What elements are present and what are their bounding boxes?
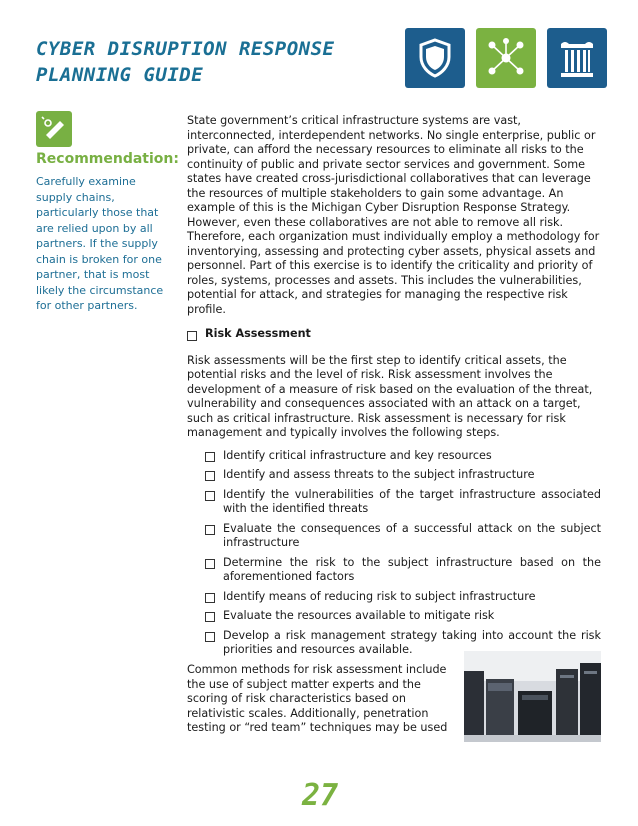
recommendation-text: Carefully examine supply chains, particularly those that are relied upon by all partners. If the supply chain is broken for one partner, that is most likely the circumstance for other partners. (36, 175, 164, 312)
list-item: Identify means of reducing risk to subject infrastructure (205, 590, 601, 605)
recommendation-icon (36, 111, 72, 147)
section-heading (187, 327, 601, 342)
list-item: Evaluate the resources available to mitigate risk (205, 609, 601, 624)
section-paragraph: Risk assessments will be the first step to identify critical assets, the potential risks and the level of risk. Risk assessment involves the development of a measure of risk based on the evaluation of the threat, vulnerability and consequences associated with an attack on a target, such as critical infrastructure. Risk assessment is necessary for risk management and typically involves the following steps. (187, 353, 593, 439)
checkbox-icon (205, 452, 215, 462)
steps-list (205, 449, 601, 658)
checkbox-icon (205, 491, 215, 501)
checkbox-icon (205, 632, 215, 642)
title-line-1: CYBER DISRUPTION RESPONSE (36, 38, 335, 60)
checkbox-icon (205, 559, 215, 569)
checkbox-icon (205, 471, 215, 481)
page-number: 27 (301, 778, 339, 813)
checkbox-icon (205, 612, 215, 622)
list-item: Identify the vulnerabilities of the target infrastructure associated with the identified threats (205, 488, 601, 517)
list-item: Develop a risk management strategy taking into account the risk priorities and resources available. (205, 629, 601, 658)
document-title (36, 36, 366, 88)
section-title: Risk Assessment (205, 327, 311, 340)
checkbox-icon (205, 525, 215, 535)
closing-paragraph: Common methods for risk assessment include the use of subject matter experts and the scoring of risk characteristics based on relativistic scales. Additionally, penetration testing or “red team” techniques may be used (187, 663, 448, 734)
list-item: Identify critical infrastructure and key resources (205, 449, 601, 464)
list-item: Determine the risk to the subject infrastructure based on the aforementioned factors (205, 556, 601, 585)
recommendation-title: Recommendation: (36, 151, 179, 167)
shield-icon (405, 28, 465, 88)
list-item: Identify and assess threats to the subject infrastructure (205, 468, 601, 483)
checkbox-icon (187, 331, 197, 341)
column-icon (547, 28, 607, 88)
network-icon (476, 28, 536, 88)
list-item: Evaluate the consequences of a successful attack on the subject infrastructure (205, 522, 601, 551)
server-room-photo (464, 651, 601, 742)
header-icons (405, 28, 607, 88)
title-line-2: PLANNING GUIDE (36, 64, 204, 86)
intro-paragraph: State government’s critical infrastructure systems are vast, interconnected, interdependent networks. No single enterprise, public or private, can afford the necessary resources to eliminate all risks to the continuity of public and private sector services and government. Some states have created cross-jurisdictional collaboratives that can leverage the resources of multiple stakeholders to gain some advantage. An example of this is the Michigan Cyber Disruption Response Strategy. However, even these collaboratives are not able to remove all risk. Therefore, each organization must individually employ a methodology for inventorying, assessing and protecting cyber assets, physical assets and personnel. Part of this exercise is to identify the criticality and priority of roles, systems, processes and assets. This includes the vulnerabilities, potential for attack, and strategies for managing the respective risk profile. (187, 114, 600, 316)
checkbox-icon (205, 593, 215, 603)
main-content (187, 114, 601, 663)
